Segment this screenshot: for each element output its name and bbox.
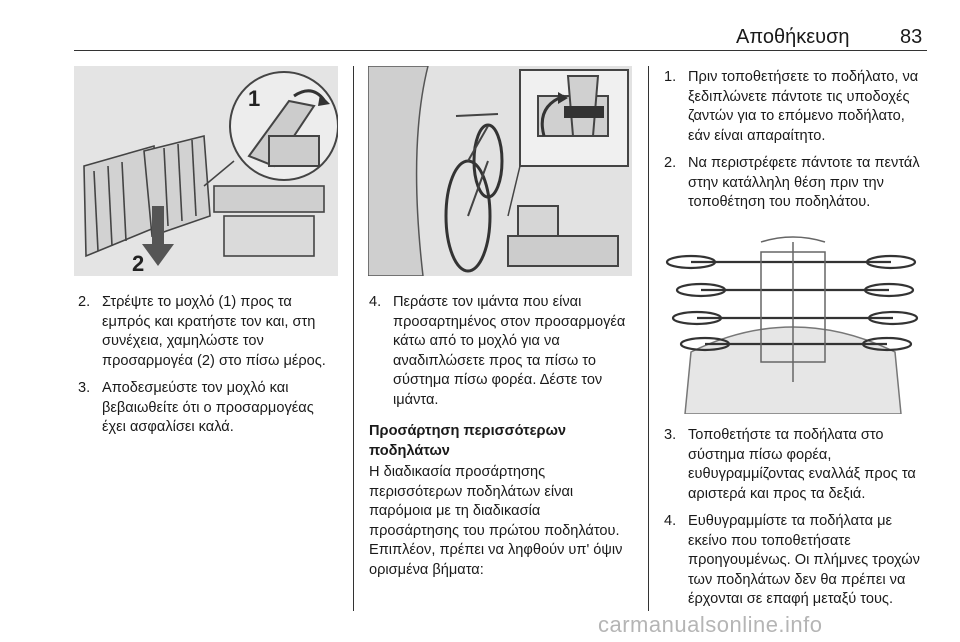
list-item	[78, 293, 340, 371]
step-number: 2.	[664, 155, 677, 171]
right-bottom-steps-list	[664, 426, 928, 610]
lever-adapter-illustration	[74, 66, 338, 276]
figure-multiple-bikes	[661, 232, 925, 414]
callout-1: 1	[248, 86, 261, 111]
step-number: 3.	[664, 427, 677, 443]
list-item	[664, 512, 928, 610]
column-divider-left	[353, 66, 354, 611]
left-steps-list	[78, 293, 340, 438]
middle-steps-list	[369, 293, 634, 410]
step-number: 3.	[78, 380, 91, 396]
step-text: Πριν τοποθετήσετε το ποδήλατο, να ξεδιπλώνετε πάντοτε τις υποδοχές ζαντών για το επόμενο ποδήλατο, εάν είναι απαραίτητο.	[688, 69, 919, 144]
list-item	[664, 68, 928, 146]
multiple-bikes-illustration	[661, 232, 925, 414]
section-paragraph: Η διαδικασία προσάρτησης περισσότερων ποδηλάτων είναι παρόμοια με τη διαδικασία προσάρτησης του πρώτου ποδηλάτου. Επιπλέον, πρέπει να ληφθούν υπ' όψιν ορισμένα βήματα:	[369, 464, 623, 578]
list-item	[664, 426, 928, 504]
step-number: 2.	[78, 294, 91, 310]
list-item	[369, 293, 634, 410]
column-divider-right	[648, 66, 649, 611]
step-text: Στρέψτε το μοχλό (1) προς τα εμπρός και κρατήστε τον και, στη συνέχεια, χαμηλώστε τον προσαρμογέα (2) στο πίσω μέρος.	[102, 294, 326, 369]
left-column-text	[78, 293, 340, 446]
step-text: Αποδεσμεύστε τον μοχλό και βεβαιωθείτε ότι ο προσαρμογέας έχει ασφαλίσει καλά.	[102, 380, 314, 435]
step-text: Να περιστρέφετε πάντοτε τα πεντάλ στην κατάλληλη θέση πριν την τοποθέτηση του ποδηλάτου.	[688, 155, 920, 210]
right-column-top-text	[664, 68, 928, 221]
step-text: Περάστε τον ιμάντα που είναι προσαρτημένος στον προσαρμογέα κάτω από το μοχλό για να αναδιπλώσετε προς τα πίσω το σύστημα πίσω φορέα. Δέστε τον ιμάντα.	[393, 294, 626, 408]
step-text: Ευθυγραμμίστε τα ποδήλατα με εκείνο που τοποθετήσατε προηγουμένως. Οι πλήμνες τροχών των ποδηλάτων δεν θα πρέπει να έρχονται σε επαφή μεταξύ τους.	[688, 513, 920, 607]
bike-strap-illustration	[368, 66, 632, 276]
list-item	[664, 154, 928, 213]
right-column-bottom-text	[664, 426, 928, 618]
section-heading: Προσάρτηση περισσότερων ποδηλάτων	[369, 423, 567, 459]
watermark: carmanualsonline.info	[598, 612, 823, 637]
step-text: Τοποθετήστε τα ποδήλατα στο σύστημα πίσω φορέα, ευθυγραμμίζοντας εναλλάξ προς τα αριστερά και προς τα δεξιά.	[688, 427, 916, 502]
figure-lever-adapter	[74, 66, 338, 276]
figure-bike-strap	[368, 66, 632, 276]
section-title: Αποθήκευση	[736, 26, 850, 48]
callout-2: 2	[132, 251, 145, 276]
middle-column-text	[369, 293, 634, 580]
header-rule	[74, 50, 927, 51]
page-number: 83	[900, 26, 923, 48]
step-number: 4.	[369, 294, 382, 310]
list-item	[78, 379, 340, 438]
step-number: 4.	[664, 513, 677, 529]
right-top-steps-list	[664, 68, 928, 213]
step-number: 1.	[664, 69, 677, 85]
